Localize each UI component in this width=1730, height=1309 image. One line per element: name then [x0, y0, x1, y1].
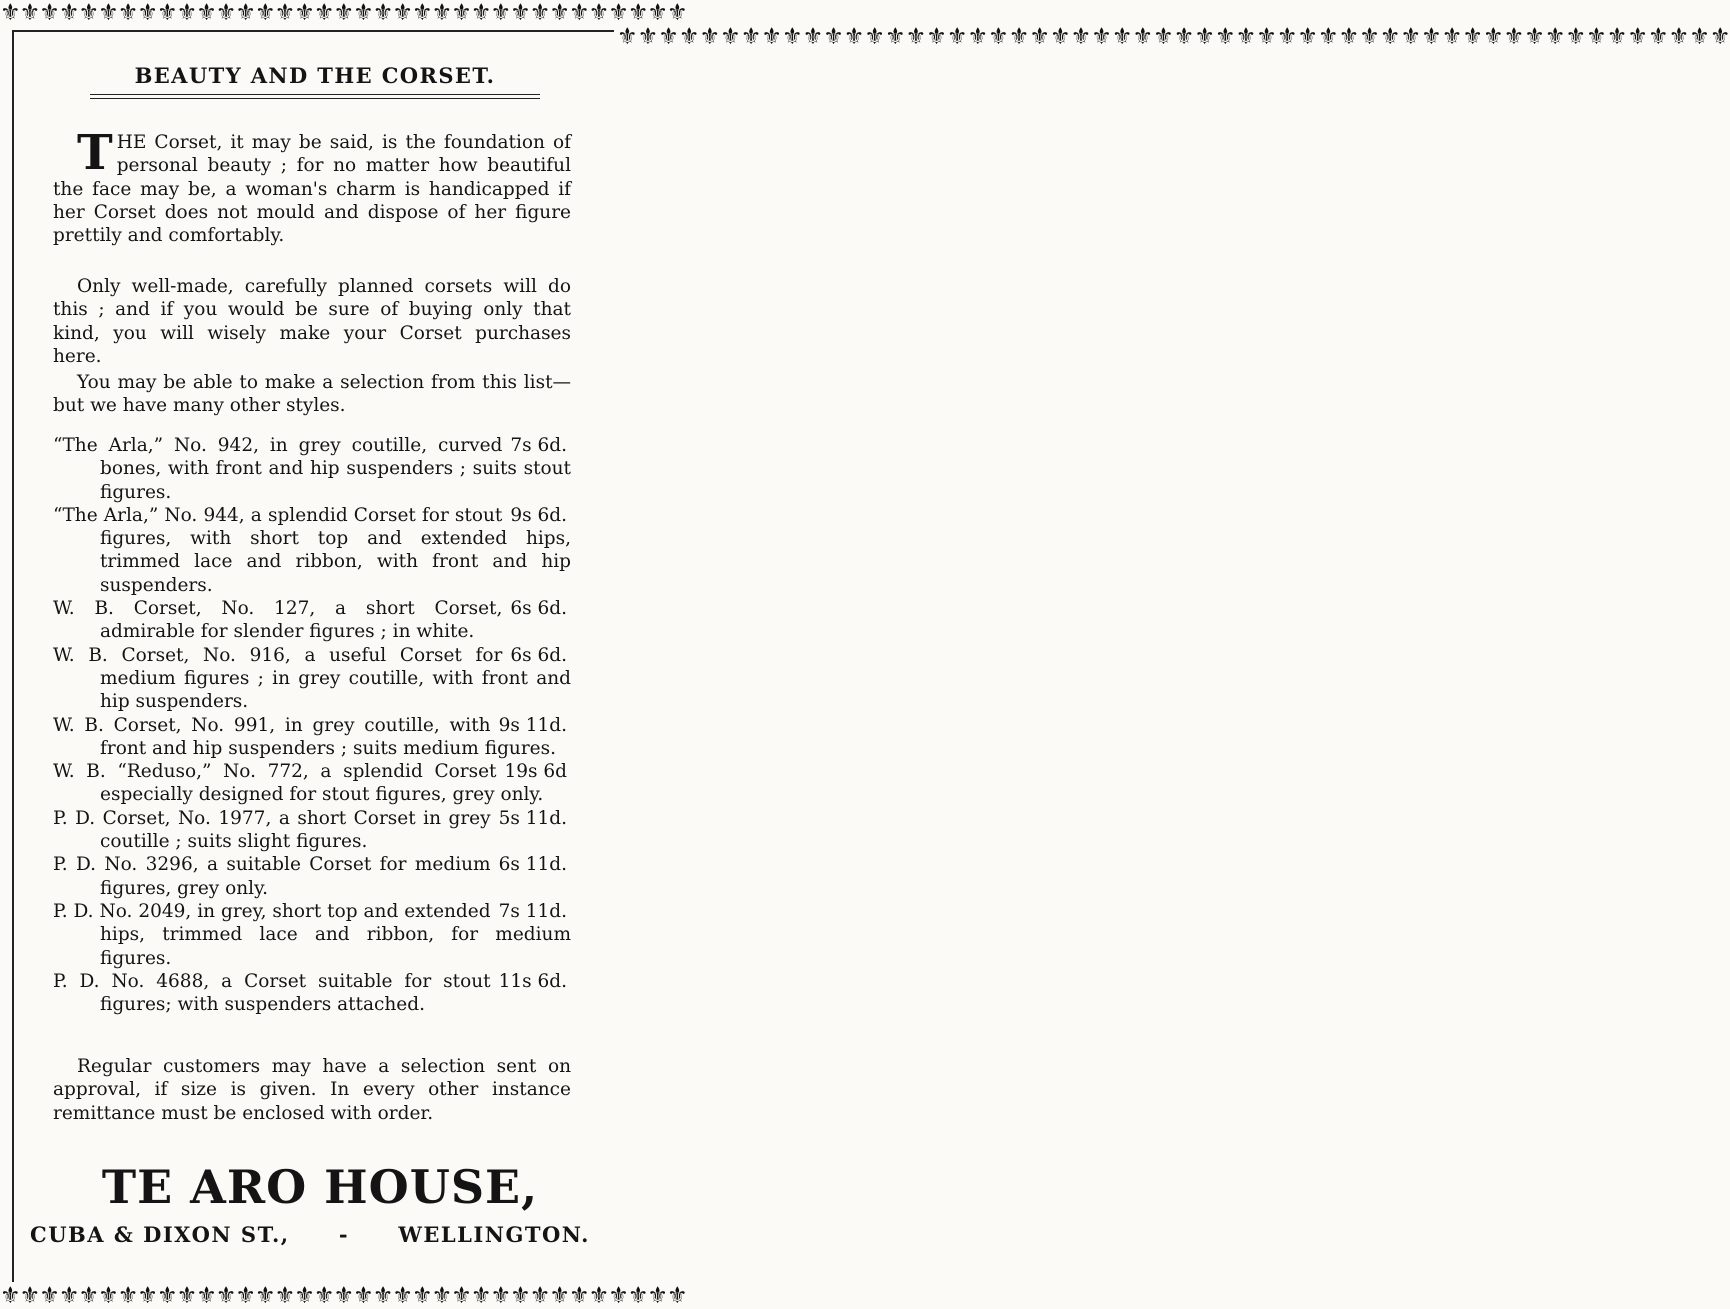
item-price: 7s 11d. — [498, 900, 567, 922]
terms-paragraph: Regular customers may have a selection sent on approval, if size is given. In every other instance remittance must be enclosed with order. — [53, 1056, 571, 1124]
item-description: P. D. No. 4688, a Corset suitable for stout figures; with suspenders attached. — [53, 970, 491, 1016]
title-underline — [90, 94, 540, 95]
list-item — [53, 597, 571, 644]
list-item — [53, 434, 571, 504]
item-price: 19s 6d — [504, 761, 567, 783]
item-description: “The Arla,” No. 944, a splendid Corset for stout figures, with short top and extended hips, trimmed lace and ribbon, with front and hip suspenders. — [53, 504, 571, 596]
item-price: 9s 11d. — [498, 714, 567, 736]
item-description: P. D. No. 2049, in grey, short top and extended hips, trimmed lace and ribbon, for medium figures. — [53, 900, 571, 969]
list-item — [53, 504, 571, 597]
item-price: 9s 6d. — [510, 504, 567, 526]
drop-cap: T — [77, 125, 113, 181]
title-underline-2 — [90, 98, 540, 99]
item-price: 6s 11d. — [498, 854, 567, 876]
item-description: W. B. “Reduso,” No. 772, a splendid Corset especially designed for stout figures, grey only. — [53, 761, 544, 806]
item-price: 6s 6d. — [510, 644, 567, 666]
advert-title: BEAUTY AND THE CORSET. — [134, 63, 496, 88]
list-item — [53, 714, 571, 761]
address-streets: CUBA & DIXON ST., — [30, 1222, 290, 1247]
list-item — [53, 644, 571, 714]
item-description: W. B. Corset, No. 127, a short Corset, admirable for slender figures ; in white. — [53, 598, 503, 643]
address-city: WELLINGTON. — [398, 1222, 590, 1247]
ornamental-border-right: ⚜⚜⚜⚜⚜⚜⚜⚜⚜⚜⚜⚜⚜⚜⚜⚜⚜⚜⚜⚜⚜⚜⚜⚜⚜⚜⚜⚜⚜⚜⚜⚜⚜⚜⚜⚜⚜⚜⚜⚜⚜⚜⚜⚜⚜⚜⚜⚜⚜⚜⚜⚜⚜⚜ — [617, 24, 1730, 50]
item-description: “The Arla,” No. 942, in grey coutille, curved bones, with front and hip suspenders ; suits stout figures. — [53, 435, 571, 503]
item-description: W. B. Corset, No. 991, in grey coutille, with front and hip suspenders ; suits medium figures. — [53, 714, 556, 759]
ornamental-border-bottom: ⚜⚜⚜⚜⚜⚜⚜⚜⚜⚜⚜⚜⚜⚜⚜⚜⚜⚜⚜⚜⚜⚜⚜⚜⚜⚜⚜⚜⚜⚜⚜⚜⚜⚜⚜ — [0, 1283, 687, 1309]
list-item — [53, 853, 571, 900]
item-price: 11s 6d. — [498, 970, 567, 992]
store-name: TE ARO HOUSE, — [101, 1160, 539, 1214]
address-separator: - — [338, 1222, 350, 1247]
intro-paragraph — [53, 125, 571, 247]
item-price: 7s 6d. — [510, 435, 567, 456]
item-description: P. D. Corset, No. 1977, a short Corset in grey coutille ; suits slight figures. — [53, 807, 491, 853]
intro-text: HE Corset, it may be said, is the foundation of personal beauty ; for no matter how beautiful the face may be, a woman's charm is handicapped if her Corset does not mould and dispose of her figure prettily and comfortably. — [53, 132, 571, 247]
item-description: P. D. No. 3296, a suitable Corset for medium figures, grey only. — [53, 854, 491, 899]
list-item — [53, 970, 571, 1017]
selling-paragraph: Only well-made, carefully planned corsets will do this ; and if you would be sure of buying only that kind, you will wisely make your Corset purchases here. — [53, 276, 571, 367]
item-price: 6s 6d. — [510, 598, 567, 620]
list-item — [53, 760, 571, 807]
corset-list — [53, 434, 571, 1016]
ornamental-border-top: ⚜⚜⚜⚜⚜⚜⚜⚜⚜⚜⚜⚜⚜⚜⚜⚜⚜⚜⚜⚜⚜⚜⚜⚜⚜⚜⚜⚜⚜⚜⚜⚜⚜⚜⚜ — [0, 0, 687, 26]
list-item — [53, 807, 571, 854]
selection-paragraph: You may be able to make a selection from this list—but we have many other styles. — [53, 372, 571, 417]
list-item — [53, 900, 571, 970]
store-address — [30, 1222, 590, 1247]
item-description: W. B. Corset, No. 916, a useful Corset for medium figures ; in grey coutille, with front and hip suspenders. — [53, 644, 571, 713]
item-price: 5s 11d. — [498, 807, 567, 829]
